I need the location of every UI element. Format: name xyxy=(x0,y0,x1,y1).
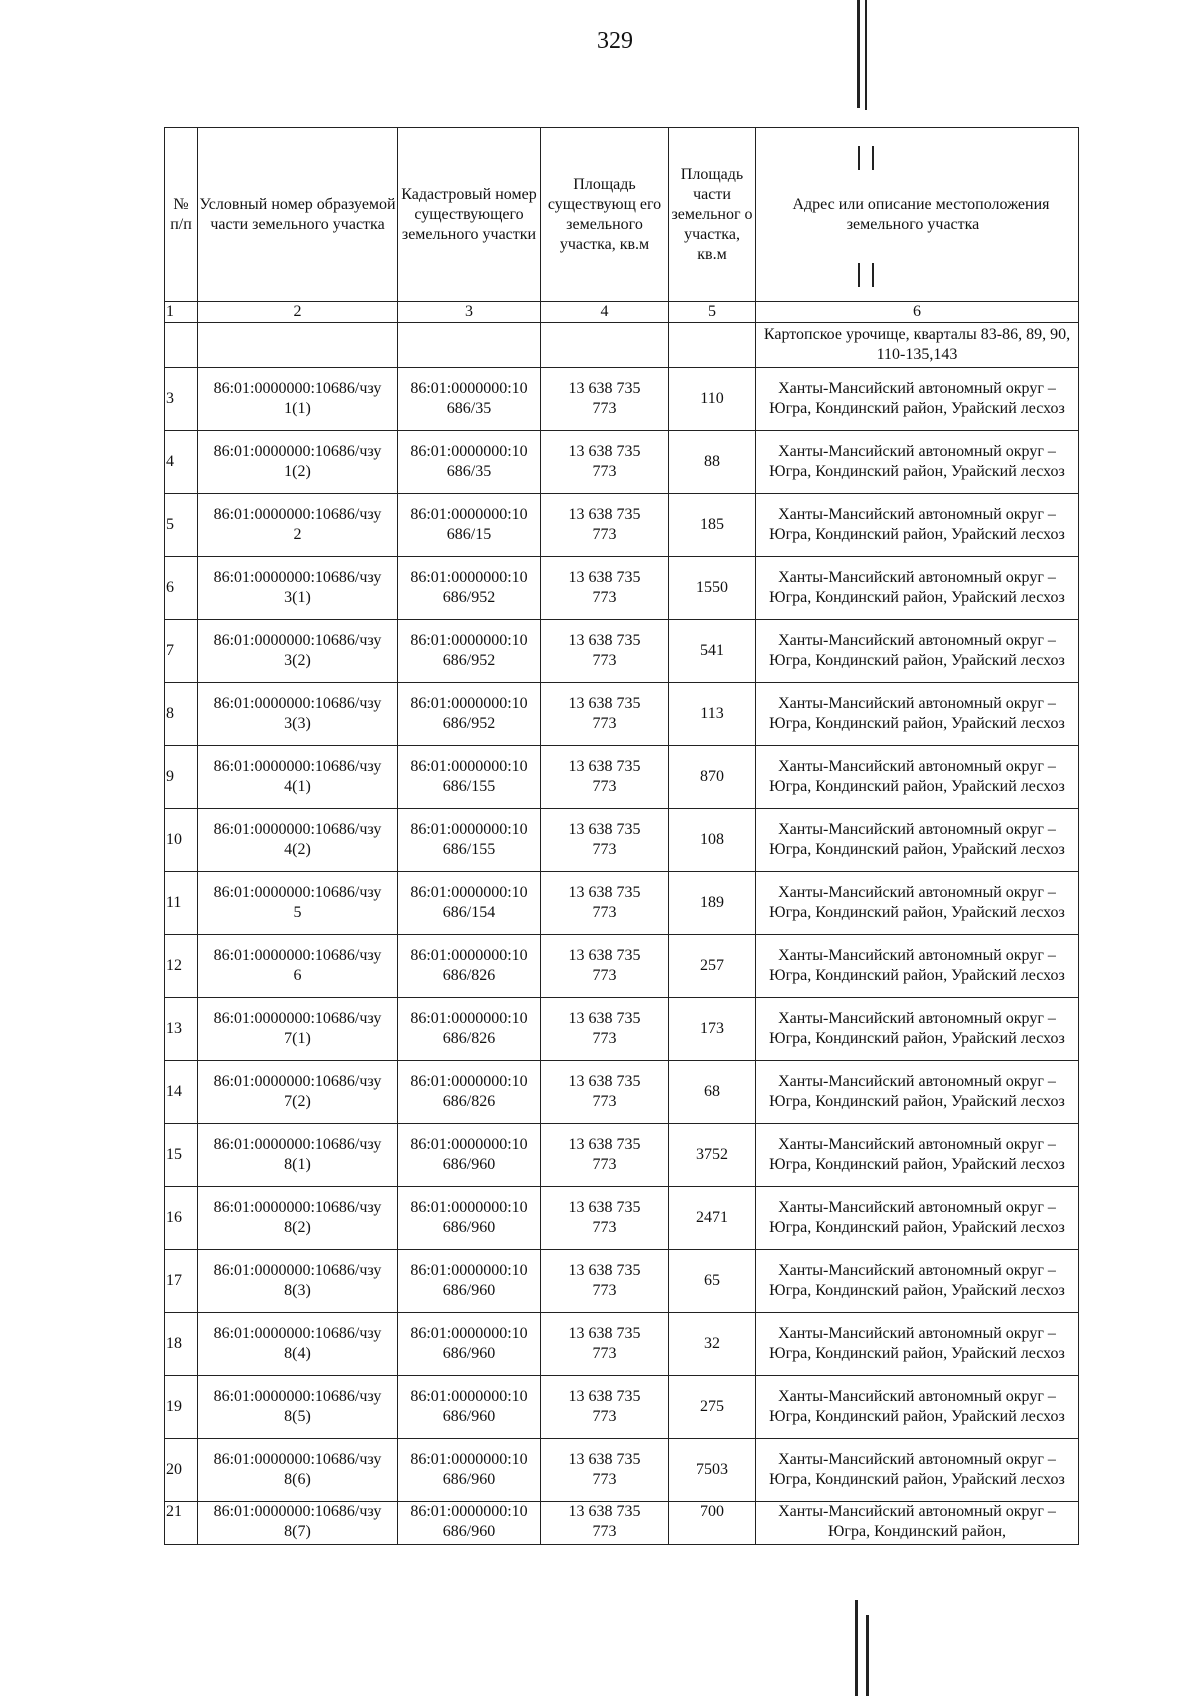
cadastral-number xyxy=(398,620,541,683)
location-address: Ханты-Мансийский автономный округ – Югра, Кондинский район, Урайский лесхоз xyxy=(756,1313,1079,1376)
header-col-1: № п/п xyxy=(165,128,198,302)
part-area: 108 xyxy=(669,809,756,872)
table-row xyxy=(165,1187,1079,1250)
part-number-line: 8(7) xyxy=(284,1523,311,1540)
cadastral-number-line: 86:01:0000000:10 xyxy=(410,632,528,649)
cadastral-number-line: 686/952 xyxy=(442,589,496,606)
location-address: Ханты-Мансийский автономный округ – Югра, Кондинский район, Урайский лесхоз xyxy=(756,368,1079,431)
part-number-line: 1(1) xyxy=(284,400,311,417)
existing-area xyxy=(541,1124,669,1187)
table-row xyxy=(165,1124,1079,1187)
part-number-line: 86:01:0000000:10686/чзу xyxy=(213,884,382,901)
existing-area-line: 773 xyxy=(592,1408,617,1425)
cadastral-number-line: 86:01:0000000:10 xyxy=(410,695,528,712)
cadastral-number-line: 86:01:0000000:10 xyxy=(410,506,528,523)
empty-cell xyxy=(398,323,541,368)
empty-cell xyxy=(198,323,398,368)
column-number: 1 xyxy=(165,302,198,323)
existing-area xyxy=(541,1250,669,1313)
empty-cell xyxy=(541,323,669,368)
cadastral-number-line: 686/960 xyxy=(442,1471,496,1488)
part-number-line: 86:01:0000000:10686/чзу xyxy=(213,1136,382,1153)
table-row xyxy=(165,494,1079,557)
part-conditional-number xyxy=(198,368,398,431)
cadastral-number-line: 686/15 xyxy=(446,526,492,543)
existing-area xyxy=(541,1439,669,1502)
location-address: Ханты-Мансийский автономный округ – Югра, Кондинский район, Урайский лесхоз xyxy=(756,620,1079,683)
cadastral-number-line: 686/960 xyxy=(442,1156,496,1173)
cadastral-number-line: 86:01:0000000:10 xyxy=(410,1325,528,1342)
cadastral-number-line: 686/826 xyxy=(442,967,496,984)
existing-area xyxy=(541,557,669,620)
part-number-line: 5 xyxy=(293,904,302,921)
table-row xyxy=(165,1439,1079,1502)
row-number: 14 xyxy=(165,1061,198,1124)
cadastral-number xyxy=(398,872,541,935)
part-number-line: 86:01:0000000:10686/чзу xyxy=(213,632,382,649)
existing-area-line: 13 638 735 xyxy=(568,1199,641,1216)
existing-area-line: 773 xyxy=(592,1345,617,1362)
existing-area xyxy=(541,620,669,683)
row-number: 18 xyxy=(165,1313,198,1376)
part-conditional-number xyxy=(198,1187,398,1250)
cadastral-number xyxy=(398,1061,541,1124)
header-col-3: Кадастровый номер существующего земельного участки xyxy=(398,128,541,302)
existing-area xyxy=(541,1061,669,1124)
column-number: 6 xyxy=(756,302,1079,323)
part-number-line: 86:01:0000000:10686/чзу xyxy=(213,947,382,964)
part-number-line: 8(5) xyxy=(284,1408,311,1425)
part-conditional-number xyxy=(198,746,398,809)
part-area: 1550 xyxy=(669,557,756,620)
part-number-line: 86:01:0000000:10686/чзу xyxy=(213,1010,382,1027)
table-row xyxy=(165,683,1079,746)
existing-area-line: 773 xyxy=(592,400,617,417)
part-conditional-number xyxy=(198,1439,398,1502)
existing-area xyxy=(541,431,669,494)
part-number-line: 86:01:0000000:10686/чзу xyxy=(213,1451,382,1468)
existing-area-line: 13 638 735 xyxy=(568,1451,641,1468)
part-number-line: 2 xyxy=(293,526,302,543)
part-area: 275 xyxy=(669,1376,756,1439)
part-conditional-number xyxy=(198,935,398,998)
part-number-line: 86:01:0000000:10686/чзу xyxy=(213,1503,382,1520)
cadastral-number xyxy=(398,1313,541,1376)
existing-area xyxy=(541,935,669,998)
cadastral-number xyxy=(398,557,541,620)
existing-area-line: 773 xyxy=(592,589,617,606)
column-number: 3 xyxy=(398,302,541,323)
continuation-address: Картопское урочище, кварталы 83-86, 89, 90, 110-135,143 xyxy=(756,323,1079,368)
part-conditional-number xyxy=(198,683,398,746)
existing-area-line: 13 638 735 xyxy=(568,1503,641,1520)
cadastral-number xyxy=(398,746,541,809)
part-number-line: 8(2) xyxy=(284,1219,311,1236)
scan-mark xyxy=(852,146,880,170)
cadastral-number-line: 86:01:0000000:10 xyxy=(410,1199,528,1216)
existing-area xyxy=(541,1187,669,1250)
cadastral-number xyxy=(398,431,541,494)
cadastral-number xyxy=(398,935,541,998)
existing-area xyxy=(541,1313,669,1376)
cadastral-number-line: 86:01:0000000:10 xyxy=(410,1262,528,1279)
cadastral-number-line: 86:01:0000000:10 xyxy=(410,884,528,901)
column-number: 4 xyxy=(541,302,669,323)
part-number-line: 86:01:0000000:10686/чзу xyxy=(213,1199,382,1216)
cadastral-number xyxy=(398,1502,541,1545)
part-conditional-number xyxy=(198,1124,398,1187)
header-col-2: Условный номер образуемой части земельного участка xyxy=(198,128,398,302)
part-number-line: 86:01:0000000:10686/чзу xyxy=(213,569,382,586)
row-number: 9 xyxy=(165,746,198,809)
existing-area xyxy=(541,1376,669,1439)
row-number: 10 xyxy=(165,809,198,872)
cadastral-number-line: 86:01:0000000:10 xyxy=(410,1010,528,1027)
part-number-line: 86:01:0000000:10686/чзу xyxy=(213,758,382,775)
location-address: Ханты-Мансийский автономный округ – Югра, Кондинский район, Урайский лесхоз xyxy=(756,809,1079,872)
part-area: 257 xyxy=(669,935,756,998)
cadastral-number xyxy=(398,1250,541,1313)
existing-area-line: 13 638 735 xyxy=(568,1073,641,1090)
existing-area-line: 13 638 735 xyxy=(568,632,641,649)
cadastral-number-line: 86:01:0000000:10 xyxy=(410,758,528,775)
page-number: 329 xyxy=(597,28,633,54)
existing-area-line: 13 638 735 xyxy=(568,884,641,901)
existing-area-line: 13 638 735 xyxy=(568,380,641,397)
cadastral-number-line: 86:01:0000000:10 xyxy=(410,569,528,586)
part-number-line: 86:01:0000000:10686/чзу xyxy=(213,821,382,838)
header-col-5: Площадь части земельног о участка, кв.м xyxy=(669,128,756,302)
existing-area-line: 773 xyxy=(592,652,617,669)
scan-margin-line xyxy=(855,1600,858,1696)
existing-area-line: 773 xyxy=(592,778,617,795)
land-parcels-table xyxy=(164,127,1079,1545)
part-area: 700 xyxy=(669,1502,756,1545)
location-address: Ханты-Мансийский автономный округ – Югра, Кондинский район, Урайский лесхоз xyxy=(756,431,1079,494)
cadastral-number-line: 686/154 xyxy=(442,904,496,921)
part-conditional-number xyxy=(198,494,398,557)
row-number: 8 xyxy=(165,683,198,746)
part-number-line: 8(4) xyxy=(284,1345,311,1362)
location-address: Ханты-Мансийский автономный округ – Югра, Кондинский район, Урайский лесхоз xyxy=(756,494,1079,557)
table-row xyxy=(165,1376,1079,1439)
part-area: 173 xyxy=(669,998,756,1061)
cadastral-number-line: 686/826 xyxy=(442,1093,496,1110)
part-area: 3752 xyxy=(669,1124,756,1187)
location-address: Ханты-Мансийский автономный округ – Югра, Кондинский район, Урайский лесхоз xyxy=(756,1250,1079,1313)
part-conditional-number xyxy=(198,620,398,683)
cadastral-number-line: 86:01:0000000:10 xyxy=(410,380,528,397)
location-address: Ханты-Мансийский автономный округ – Югра, Кондинский район, Урайский лесхоз xyxy=(756,557,1079,620)
part-number-line: 1(2) xyxy=(284,463,311,480)
part-conditional-number xyxy=(198,1502,398,1545)
part-number-line: 86:01:0000000:10686/чзу xyxy=(213,1388,382,1405)
existing-area-line: 773 xyxy=(592,715,617,732)
part-area: 2471 xyxy=(669,1187,756,1250)
location-address: Ханты-Мансийский автономный округ – Югра, Кондинский район, Урайский лесхоз xyxy=(756,998,1079,1061)
row-number: 3 xyxy=(165,368,198,431)
existing-area xyxy=(541,872,669,935)
location-address: Ханты-Мансийский автономный округ – Югра, Кондинский район, Урайский лесхоз xyxy=(756,1187,1079,1250)
part-area: 541 xyxy=(669,620,756,683)
table-row xyxy=(165,1061,1079,1124)
row-number: 19 xyxy=(165,1376,198,1439)
part-number-line: 7(2) xyxy=(284,1093,311,1110)
part-area: 65 xyxy=(669,1250,756,1313)
table-row xyxy=(165,809,1079,872)
row-number: 5 xyxy=(165,494,198,557)
cadastral-number-line: 686/952 xyxy=(442,652,496,669)
cadastral-number xyxy=(398,998,541,1061)
part-number-line: 8(6) xyxy=(284,1471,311,1488)
part-conditional-number xyxy=(198,1376,398,1439)
part-number-line: 86:01:0000000:10686/чзу xyxy=(213,695,382,712)
existing-area-line: 773 xyxy=(592,904,617,921)
existing-area-line: 13 638 735 xyxy=(568,569,641,586)
existing-area-line: 13 638 735 xyxy=(568,1010,641,1027)
column-number: 5 xyxy=(669,302,756,323)
part-number-line: 3(1) xyxy=(284,589,311,606)
part-number-line: 86:01:0000000:10686/чзу xyxy=(213,380,382,397)
part-number-line: 6 xyxy=(293,967,302,984)
cadastral-number-line: 686/35 xyxy=(446,463,492,480)
row-number: 15 xyxy=(165,1124,198,1187)
location-address: Ханты-Мансийский автономный округ – Югра, Кондинский район, Урайский лесхоз xyxy=(756,1376,1079,1439)
empty-cell xyxy=(165,323,198,368)
table-row xyxy=(165,1502,1079,1545)
part-number-line: 3(3) xyxy=(284,715,311,732)
column-number-row xyxy=(165,302,1079,323)
cadastral-number-line: 86:01:0000000:10 xyxy=(410,947,528,964)
part-conditional-number xyxy=(198,998,398,1061)
location-address: Ханты-Мансийский автономный округ – Югра, Кондинский район, Урайский лесхоз xyxy=(756,1061,1079,1124)
cadastral-number-line: 686/155 xyxy=(442,778,496,795)
table-row xyxy=(165,368,1079,431)
table-row xyxy=(165,1250,1079,1313)
part-area: 7503 xyxy=(669,1439,756,1502)
existing-area-line: 13 638 735 xyxy=(568,1388,641,1405)
cadastral-number-line: 686/960 xyxy=(442,1282,496,1299)
part-conditional-number xyxy=(198,557,398,620)
cadastral-number-line: 86:01:0000000:10 xyxy=(410,821,528,838)
table-row xyxy=(165,872,1079,935)
cadastral-number-line: 686/155 xyxy=(442,841,496,858)
location-address: Ханты-Мансийский автономный округ – Югра, Кондинский район, Урайский лесхоз xyxy=(756,872,1079,935)
existing-area-line: 13 638 735 xyxy=(568,821,641,838)
existing-area-line: 773 xyxy=(592,526,617,543)
existing-area-line: 773 xyxy=(592,1156,617,1173)
cadastral-number-line: 86:01:0000000:10 xyxy=(410,443,528,460)
part-conditional-number xyxy=(198,1250,398,1313)
location-address: Ханты-Мансийский автономный округ – Югра, Кондинский район, Урайский лесхоз xyxy=(756,746,1079,809)
row-number: 20 xyxy=(165,1439,198,1502)
cadastral-number-line: 686/826 xyxy=(442,1030,496,1047)
part-number-line: 7(1) xyxy=(284,1030,311,1047)
existing-area xyxy=(541,368,669,431)
part-conditional-number xyxy=(198,872,398,935)
row-number: 7 xyxy=(165,620,198,683)
row-number: 6 xyxy=(165,557,198,620)
part-area: 189 xyxy=(669,872,756,935)
cadastral-number-line: 86:01:0000000:10 xyxy=(410,1451,528,1468)
part-number-line: 86:01:0000000:10686/чзу xyxy=(213,443,382,460)
header-col-6 xyxy=(756,128,1079,302)
existing-area xyxy=(541,683,669,746)
cadastral-number xyxy=(398,1187,541,1250)
part-area: 870 xyxy=(669,746,756,809)
location-address: Ханты-Мансийский автономный округ – Югра, Кондинский район, Урайский лесхоз xyxy=(756,1439,1079,1502)
existing-area-line: 773 xyxy=(592,1282,617,1299)
cadastral-number-line: 686/960 xyxy=(442,1523,496,1540)
existing-area-line: 773 xyxy=(592,1030,617,1047)
header-col-4: Площадь существующ его земельного участка, кв.м xyxy=(541,128,669,302)
existing-area-line: 773 xyxy=(592,1219,617,1236)
table-row xyxy=(165,935,1079,998)
scan-mark xyxy=(852,263,880,287)
part-area: 32 xyxy=(669,1313,756,1376)
existing-area-line: 773 xyxy=(592,1523,617,1540)
part-conditional-number xyxy=(198,431,398,494)
cadastral-number xyxy=(398,809,541,872)
cadastral-number xyxy=(398,368,541,431)
cadastral-number-line: 86:01:0000000:10 xyxy=(410,1388,528,1405)
header-col-6-label: Адрес или описание местоположения земельного участка xyxy=(792,195,1050,233)
existing-area xyxy=(541,1502,669,1545)
scan-margin-line xyxy=(866,1615,869,1696)
cadastral-number-line: 86:01:0000000:10 xyxy=(410,1136,528,1153)
existing-area-line: 13 638 735 xyxy=(568,758,641,775)
table-row xyxy=(165,620,1079,683)
existing-area-line: 13 638 735 xyxy=(568,443,641,460)
table-row xyxy=(165,557,1079,620)
cadastral-number-line: 86:01:0000000:10 xyxy=(410,1073,528,1090)
existing-area-line: 773 xyxy=(592,967,617,984)
table-row xyxy=(165,431,1079,494)
cadastral-number xyxy=(398,1439,541,1502)
part-number-line: 86:01:0000000:10686/чзу xyxy=(213,1262,382,1279)
existing-area-line: 13 638 735 xyxy=(568,1325,641,1342)
location-address: Ханты-Мансийский автономный округ – Югра, Кондинский район, Урайский лесхоз xyxy=(756,935,1079,998)
location-address: Ханты-Мансийский автономный округ – Югра, Кондинский район, Урайский лесхоз xyxy=(756,683,1079,746)
column-number: 2 xyxy=(198,302,398,323)
row-number: 12 xyxy=(165,935,198,998)
cadastral-number xyxy=(398,494,541,557)
existing-area-line: 13 638 735 xyxy=(568,506,641,523)
existing-area-line: 773 xyxy=(592,841,617,858)
location-address: Ханты-Мансийский автономный округ – Югра, Кондинский район, xyxy=(756,1502,1079,1545)
table-row xyxy=(165,1313,1079,1376)
part-number-line: 86:01:0000000:10686/чзу xyxy=(213,1073,382,1090)
existing-area xyxy=(541,494,669,557)
row-number: 13 xyxy=(165,998,198,1061)
cadastral-number-line: 686/35 xyxy=(446,400,492,417)
cadastral-number-line: 686/960 xyxy=(442,1345,496,1362)
part-number-line: 4(2) xyxy=(284,841,311,858)
existing-area-line: 13 638 735 xyxy=(568,695,641,712)
part-area: 185 xyxy=(669,494,756,557)
cadastral-number-line: 686/952 xyxy=(442,715,496,732)
table-row xyxy=(165,998,1079,1061)
part-area: 110 xyxy=(669,368,756,431)
existing-area xyxy=(541,746,669,809)
existing-area xyxy=(541,998,669,1061)
existing-area-line: 13 638 735 xyxy=(568,1262,641,1279)
scan-margin-line xyxy=(857,0,860,108)
part-area: 88 xyxy=(669,431,756,494)
row-number: 4 xyxy=(165,431,198,494)
part-conditional-number xyxy=(198,1061,398,1124)
row-number: 11 xyxy=(165,872,198,935)
location-address: Ханты-Мансийский автономный округ – Югра, Кондинский район, Урайский лесхоз xyxy=(756,1124,1079,1187)
existing-area-line: 773 xyxy=(592,463,617,480)
part-number-line: 4(1) xyxy=(284,778,311,795)
part-number-line: 8(3) xyxy=(284,1282,311,1299)
part-number-line: 3(2) xyxy=(284,652,311,669)
row-number: 16 xyxy=(165,1187,198,1250)
existing-area-line: 773 xyxy=(592,1093,617,1110)
part-number-line: 86:01:0000000:10686/чзу xyxy=(213,506,382,523)
scan-margin-line xyxy=(865,0,867,110)
row-number: 21 xyxy=(165,1502,198,1545)
part-number-line: 86:01:0000000:10686/чзу xyxy=(213,1325,382,1342)
table-row xyxy=(165,746,1079,809)
part-conditional-number xyxy=(198,809,398,872)
part-number-line: 8(1) xyxy=(284,1156,311,1173)
existing-area xyxy=(541,809,669,872)
part-conditional-number xyxy=(198,1313,398,1376)
cadastral-number-line: 686/960 xyxy=(442,1219,496,1236)
empty-cell xyxy=(669,323,756,368)
cadastral-number xyxy=(398,683,541,746)
continuation-row xyxy=(165,323,1079,368)
part-area: 113 xyxy=(669,683,756,746)
cadastral-number-line: 686/960 xyxy=(442,1408,496,1425)
existing-area-line: 13 638 735 xyxy=(568,947,641,964)
existing-area-line: 773 xyxy=(592,1471,617,1488)
cadastral-number xyxy=(398,1124,541,1187)
table-header-row xyxy=(165,128,1079,302)
part-area: 68 xyxy=(669,1061,756,1124)
cadastral-number xyxy=(398,1376,541,1439)
existing-area-line: 13 638 735 xyxy=(568,1136,641,1153)
cadastral-number-line: 86:01:0000000:10 xyxy=(410,1503,528,1520)
row-number: 17 xyxy=(165,1250,198,1313)
